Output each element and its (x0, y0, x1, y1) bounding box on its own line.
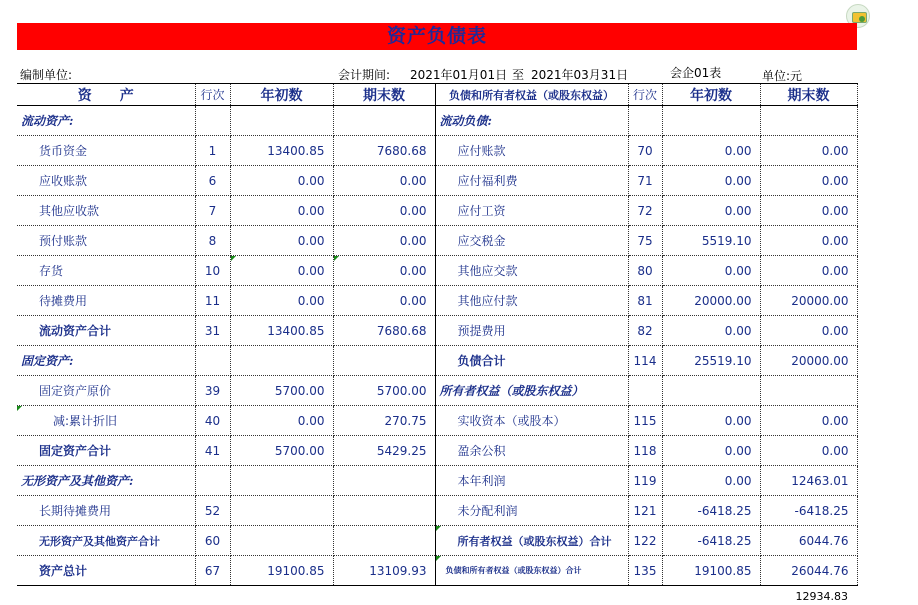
asset-begin-cell[interactable]: 0.00 (230, 166, 333, 196)
liability-begin-cell[interactable]: 19100.85 (662, 556, 760, 586)
liability-end-cell[interactable]: 0.00 (760, 136, 857, 166)
liability-name-cell[interactable]: 盈余公积 (435, 436, 628, 466)
liability-begin-cell[interactable]: 0.00 (662, 436, 760, 466)
header-end2: 期末数 (760, 84, 857, 106)
liability-name-cell[interactable]: 实收资本（或股本） (435, 406, 628, 436)
asset-line-cell[interactable] (195, 106, 230, 136)
liability-name-cell[interactable]: 其他应交款 (435, 256, 628, 286)
table-row (17, 256, 857, 286)
liability-begin-cell[interactable]: 25519.10 (662, 346, 760, 376)
table-row (17, 106, 857, 136)
asset-begin-cell[interactable]: 19100.85 (230, 556, 333, 586)
header-line: 行次 (195, 84, 230, 106)
liability-name-cell[interactable]: 本年利润 (435, 466, 628, 496)
liability-line-cell[interactable] (628, 106, 662, 136)
asset-begin-cell[interactable]: 5700.00 (230, 436, 333, 466)
asset-end-cell[interactable]: 13109.93 (333, 556, 435, 586)
liability-begin-cell[interactable]: 0.00 (662, 256, 760, 286)
liability-name-cell[interactable]: 其他应付款 (435, 286, 628, 316)
table-row (17, 556, 857, 586)
liability-line-cell[interactable]: 80 (628, 256, 662, 286)
header-asset: 资 产 (17, 84, 195, 106)
asset-end-cell[interactable] (333, 346, 435, 376)
asset-end-cell[interactable] (333, 496, 435, 526)
asset-end-cell[interactable]: 5429.25 (333, 436, 435, 466)
table-row (17, 466, 857, 496)
liability-name-cell[interactable]: 所有者权益（或股东权益） (435, 376, 628, 406)
liability-name-cell[interactable]: 未分配利润 (435, 496, 628, 526)
asset-end-cell[interactable]: 0.00 (333, 286, 435, 316)
header-begin: 年初数 (230, 84, 333, 106)
table-row (17, 226, 857, 256)
liability-begin-cell[interactable]: -6418.25 (662, 496, 760, 526)
asset-end-cell[interactable]: 5700.00 (333, 376, 435, 406)
liability-line-cell[interactable]: 118 (628, 436, 662, 466)
table-row (17, 166, 857, 196)
asset-name-cell[interactable]: 预付账款 (17, 226, 195, 256)
asset-end-cell[interactable]: 7680.68 (333, 136, 435, 166)
liability-end-cell[interactable]: 0.00 (760, 406, 857, 436)
liability-end-cell[interactable]: 20000.00 (760, 286, 857, 316)
asset-line-cell[interactable]: 7 (195, 196, 230, 226)
liability-line-cell[interactable]: 121 (628, 496, 662, 526)
liability-name-cell[interactable]: 负债和所有者权益（或股东权益）合计 (435, 556, 628, 586)
table-row (17, 286, 857, 316)
asset-name-cell[interactable]: 固定资产: (17, 346, 195, 376)
asset-begin-cell[interactable] (230, 466, 333, 496)
liability-end-cell[interactable]: 0.00 (760, 316, 857, 346)
liability-line-cell[interactable]: 82 (628, 316, 662, 346)
liability-line-cell[interactable]: 122 (628, 526, 662, 556)
asset-line-cell[interactable] (195, 466, 230, 496)
asset-begin-cell[interactable]: 0.00 (230, 226, 333, 256)
liability-begin-cell[interactable]: 0.00 (662, 406, 760, 436)
asset-line-cell[interactable]: 67 (195, 556, 230, 586)
header-liability: 负债和所有者权益（或股东权益） (435, 84, 628, 106)
asset-line-cell[interactable]: 1 (195, 136, 230, 166)
asset-end-cell[interactable]: 270.75 (333, 406, 435, 436)
asset-line-cell[interactable]: 40 (195, 406, 230, 436)
asset-end-cell[interactable]: 0.00 (333, 226, 435, 256)
unit-label: 编制单位: (20, 68, 73, 82)
liability-begin-cell[interactable] (662, 106, 760, 136)
liability-end-cell[interactable]: 0.00 (760, 226, 857, 256)
asset-begin-cell[interactable]: 0.00 (230, 286, 333, 316)
asset-end-cell[interactable] (333, 106, 435, 136)
asset-line-cell[interactable]: 6 (195, 166, 230, 196)
asset-begin-cell[interactable]: 13400.85 (230, 136, 333, 166)
liability-end-cell[interactable] (760, 376, 857, 406)
report-title-bar (17, 23, 857, 50)
asset-begin-cell[interactable]: 13400.85 (230, 316, 333, 346)
liability-end-cell[interactable] (760, 106, 857, 136)
asset-end-cell[interactable]: 0.00 (333, 256, 435, 286)
asset-line-cell[interactable]: 10 (195, 256, 230, 286)
form-code: 会企01表 (670, 66, 722, 80)
asset-name-cell[interactable]: 流动资产合计 (17, 316, 195, 346)
asset-name-cell[interactable]: 待摊费用 (17, 286, 195, 316)
asset-name-cell[interactable]: 存货 (17, 256, 195, 286)
liability-name-cell[interactable]: 应付工资 (435, 196, 628, 226)
asset-line-cell[interactable]: 39 (195, 376, 230, 406)
asset-end-cell[interactable]: 7680.68 (333, 316, 435, 346)
asset-begin-cell[interactable]: 0.00 (230, 196, 333, 226)
liability-begin-cell[interactable]: 20000.00 (662, 286, 760, 316)
asset-line-cell[interactable]: 8 (195, 226, 230, 256)
liability-begin-cell[interactable]: 0.00 (662, 316, 760, 346)
liability-end-cell[interactable]: 0.00 (760, 166, 857, 196)
liability-name-cell[interactable]: 应付账款 (435, 136, 628, 166)
asset-line-cell[interactable]: 31 (195, 316, 230, 346)
asset-end-cell[interactable] (333, 466, 435, 496)
asset-begin-cell[interactable] (230, 496, 333, 526)
currency-unit: 单位:元 (762, 69, 803, 83)
liability-name-cell[interactable]: 应付福利费 (435, 166, 628, 196)
asset-begin-cell[interactable]: 5700.00 (230, 376, 333, 406)
status-dot-icon (859, 16, 865, 22)
report-title: 资产负债表 (386, 25, 487, 47)
liability-end-cell[interactable]: 12463.01 (760, 466, 857, 496)
balance-sheet-table (17, 83, 858, 586)
liability-line-cell[interactable] (628, 376, 662, 406)
asset-name-cell[interactable]: 货币资金 (17, 136, 195, 166)
liability-end-cell[interactable]: 6044.76 (760, 526, 857, 556)
liability-begin-cell[interactable]: -6418.25 (662, 526, 760, 556)
asset-line-cell[interactable]: 41 (195, 436, 230, 466)
liability-begin-cell[interactable] (662, 376, 760, 406)
header-line2: 行次 (628, 84, 662, 106)
liability-begin-cell[interactable]: 0.00 (662, 196, 760, 226)
liability-end-cell[interactable]: -6418.25 (760, 496, 857, 526)
asset-begin-cell[interactable] (230, 346, 333, 376)
asset-name-cell[interactable]: 固定资产原价 (17, 376, 195, 406)
liability-line-cell[interactable]: 115 (628, 406, 662, 436)
table-row (17, 196, 857, 226)
asset-name-cell[interactable]: 资产总计 (17, 556, 195, 586)
liability-end-cell[interactable]: 0.00 (760, 196, 857, 226)
liability-end-cell[interactable]: 0.00 (760, 256, 857, 286)
asset-name-cell[interactable]: 其他应收款 (17, 196, 195, 226)
header-begin2: 年初数 (662, 84, 760, 106)
asset-line-cell[interactable]: 52 (195, 496, 230, 526)
liability-line-cell[interactable]: 81 (628, 286, 662, 316)
table-row (17, 526, 857, 556)
liability-line-cell[interactable]: 75 (628, 226, 662, 256)
asset-end-cell[interactable]: 0.00 (333, 196, 435, 226)
liability-line-cell[interactable]: 70 (628, 136, 662, 166)
footer-value: 12934.83 (795, 590, 848, 603)
table-row (17, 316, 857, 346)
asset-name-cell[interactable]: 无形资产及其他资产: (17, 466, 195, 496)
liability-begin-cell[interactable]: 5519.10 (662, 226, 760, 256)
liability-end-cell[interactable]: 26044.76 (760, 556, 857, 586)
asset-line-cell[interactable]: 60 (195, 526, 230, 556)
liability-name-cell[interactable]: 应交税金 (435, 226, 628, 256)
liability-name-cell[interactable]: 所有者权益（或股东权益）合计 (435, 526, 628, 556)
asset-line-cell[interactable] (195, 346, 230, 376)
table-row (17, 136, 857, 166)
asset-begin-cell[interactable] (230, 106, 333, 136)
liability-line-cell[interactable]: 135 (628, 556, 662, 586)
asset-name-cell[interactable]: 应收账款 (17, 166, 195, 196)
period-from: 2021年01月01日 (410, 68, 508, 82)
asset-name-cell[interactable]: 减:累计折旧 (17, 406, 195, 436)
asset-end-cell[interactable] (333, 526, 435, 556)
liability-end-cell[interactable]: 0.00 (760, 436, 857, 466)
asset-end-cell[interactable]: 0.00 (333, 166, 435, 196)
header-end: 期末数 (333, 84, 435, 106)
table-row (17, 376, 857, 406)
period-to-label: 至 (512, 68, 525, 82)
table-row (17, 406, 857, 436)
liability-line-cell[interactable]: 119 (628, 466, 662, 496)
asset-begin-cell[interactable]: 0.00 (230, 406, 333, 436)
liability-line-cell[interactable]: 72 (628, 196, 662, 226)
liability-end-cell[interactable]: 20000.00 (760, 346, 857, 376)
table-row (17, 436, 857, 466)
period-to: 2021年03月31日 (531, 68, 629, 82)
liability-begin-cell[interactable]: 0.00 (662, 166, 760, 196)
asset-name-cell[interactable]: 无形资产及其他资产合计 (17, 526, 195, 556)
liability-name-cell[interactable]: 流动负债: (435, 106, 628, 136)
liability-line-cell[interactable]: 71 (628, 166, 662, 196)
liability-line-cell[interactable]: 114 (628, 346, 662, 376)
liability-begin-cell[interactable]: 0.00 (662, 466, 760, 496)
header-row (17, 84, 857, 106)
table-row (17, 496, 857, 526)
liability-begin-cell[interactable]: 0.00 (662, 136, 760, 166)
liability-name-cell[interactable]: 预提费用 (435, 316, 628, 346)
asset-name-cell[interactable]: 固定资产合计 (17, 436, 195, 466)
asset-begin-cell[interactable]: 0.00 (230, 256, 333, 286)
liability-name-cell[interactable]: 负债合计 (435, 346, 628, 376)
table-row (17, 346, 857, 376)
period-label: 会计期间: (338, 68, 391, 82)
asset-name-cell[interactable]: 流动资产: (17, 106, 195, 136)
asset-line-cell[interactable]: 11 (195, 286, 230, 316)
asset-name-cell[interactable]: 长期待摊费用 (17, 496, 195, 526)
asset-begin-cell[interactable] (230, 526, 333, 556)
